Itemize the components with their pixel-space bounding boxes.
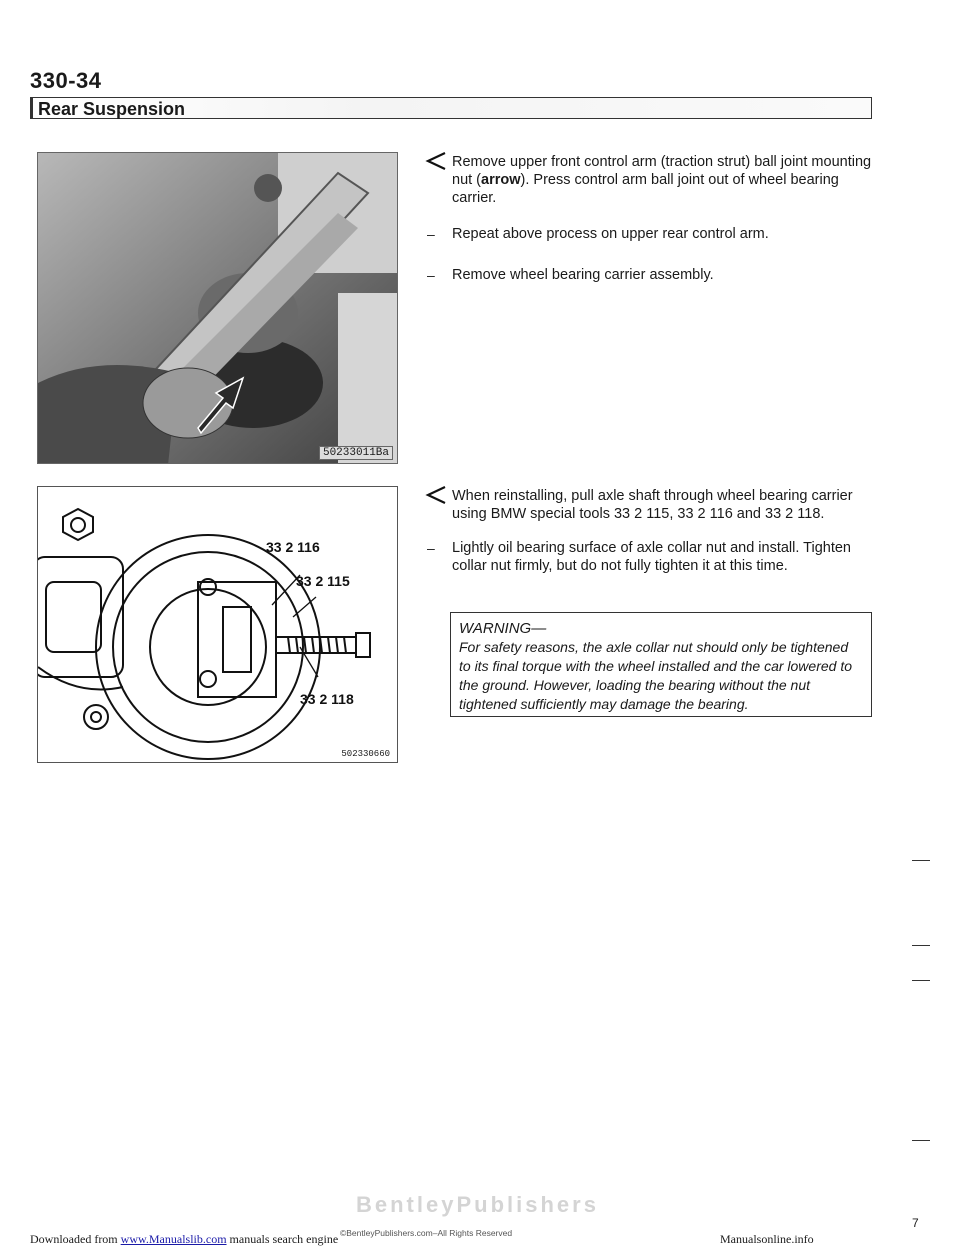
warning-box xyxy=(450,612,872,717)
callout-tool-115: 33 2 115 xyxy=(296,573,350,589)
tool-drawing xyxy=(37,486,398,763)
section-header xyxy=(30,97,872,119)
figure-id: 502330660 xyxy=(338,749,393,759)
margin-tick xyxy=(912,980,930,981)
steps-group-removal xyxy=(425,153,875,284)
section-title: Rear Suspension xyxy=(38,99,186,119)
warning-heading: WARNING— xyxy=(459,620,547,637)
margin-tick xyxy=(912,1140,930,1141)
margin-tick xyxy=(912,945,930,946)
suspension-photo xyxy=(37,152,398,464)
pointer-icon xyxy=(425,484,447,506)
margin-ticks xyxy=(912,640,932,1160)
pointer-icon xyxy=(425,150,447,172)
figure-id: 50233011Ba xyxy=(319,446,393,460)
footer-source: Manualsonline.info xyxy=(720,1232,814,1246)
warning-body: For safety reasons, the axle collar nut should only be tightened to its final torque with the wheel installed and the car lowered to the ground. However, loading the bearing without the nut tightened sufficiently may damage the bearing. xyxy=(459,639,853,712)
step-remove-carrier: – Remove wheel bearing carrier assembly. xyxy=(427,267,714,283)
page-number: 330-34 xyxy=(30,68,102,93)
footer-download-note: Downloaded from www.Manualslib.com manuals search engine xyxy=(30,1232,339,1246)
margin-tick xyxy=(912,860,930,861)
tool-illustration xyxy=(38,487,398,763)
footer-copyright: ©BentleyPublishers.com–All Rights Reserved xyxy=(340,1228,513,1238)
step-remove-front-arm: Remove upper front control arm (traction strut) ball joint mounting nut (arrow). Press control arm ball joint out of wheel bearing carrier. xyxy=(425,153,875,207)
photo-illustration xyxy=(38,153,398,464)
step-pull-axle: When reinstalling, pull axle shaft through wheel bearing carrier using BMW special tools 33 2 115, 33 2 116 and 33 2 118. xyxy=(425,487,875,523)
step-oil-collar-nut: – Lightly oil bearing surface of axle collar nut and install. Tighten collar nut firmly, but do not fully tighten it at this time. xyxy=(427,540,851,574)
callout-tool-116: 33 2 116 xyxy=(266,539,320,555)
steps-group-install xyxy=(425,487,875,575)
corner-number: 7 xyxy=(912,1216,919,1230)
watermark: BentleyPublishers xyxy=(356,1192,599,1217)
manualslib-link[interactable]: www.Manualslib.com xyxy=(120,1232,227,1246)
step-repeat-rear-arm: – Repeat above process on upper rear control arm. xyxy=(427,226,769,242)
callout-tool-118: 33 2 118 xyxy=(300,691,354,707)
